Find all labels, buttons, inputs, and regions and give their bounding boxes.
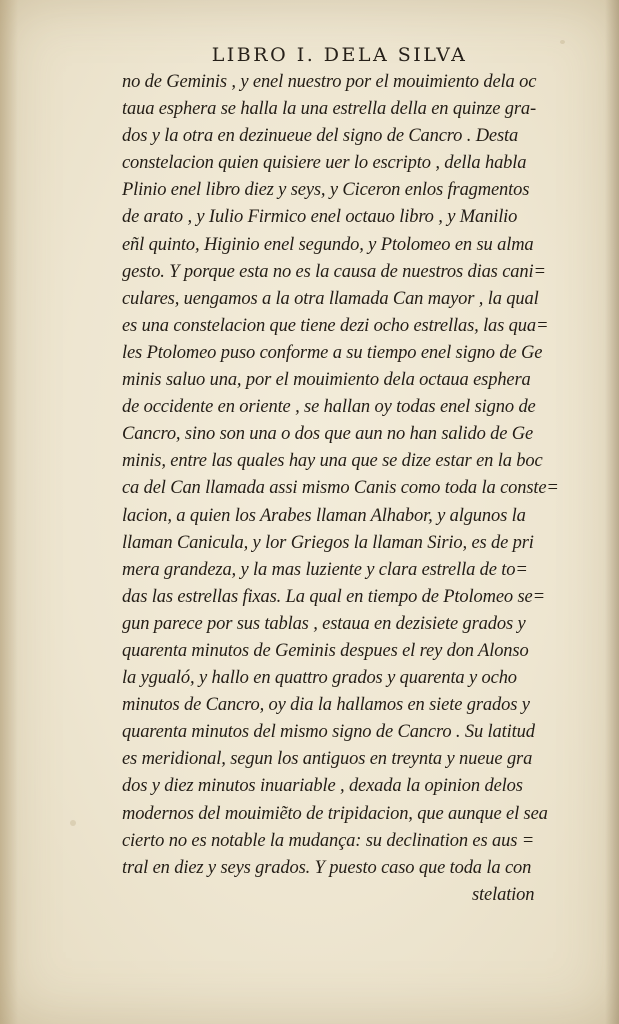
text-line: eñl quinto, Higinio enel segundo, y Ptolomeo en su alma <box>122 234 534 255</box>
text-line: llaman Canicula, y lor Griegos la llaman Sirio, es de pri <box>122 532 534 553</box>
text-line: modernos del mouimiẽto de tripidacion, que aunque el sea <box>122 803 548 824</box>
text-line: constelacion quien quisiere uer lo escripto , della habla <box>122 153 527 174</box>
text-block <box>122 69 594 909</box>
text-line: gesto. Y porque esta no es la causa de nuestros dias cani= <box>122 261 546 282</box>
text-line: quarenta minutos de Geminis despues el rey don Alonso <box>122 640 529 661</box>
text-line: gun parece por sus tablas , estaua en dezisiete grados y <box>122 613 526 634</box>
text-line: taua esphera se halla la una estrella della en quinze gra- <box>122 99 537 120</box>
text-line: de arato , y Iulio Firmico enel octauo libro , y Manilio <box>122 207 518 228</box>
page-edge-shadow-left <box>0 0 18 1024</box>
text-line: minutos de Cancro, oy dia la hallamos en siete grados y <box>122 695 530 716</box>
text-line: Cancro, sino son una o dos que aun no han salido de Ge <box>122 424 534 445</box>
text-line: es una constelacion que tiene dezi ocho estrellas, las qua= <box>122 315 549 336</box>
text-line: dos y diez minutos inuariable , dexada la opinion delos <box>122 776 523 797</box>
text-line: minis, entre las quales hay una que se dize estar en la boc <box>122 451 543 472</box>
text-line: ca del Can llamada assi mismo Canis como toda la conste= <box>122 478 559 499</box>
text-line: la ygualó, y hallo en quattro grados y quarenta y ocho <box>122 668 517 689</box>
text-line: das las estrellas fixas. La qual en tiempo de Ptolomeo se= <box>122 586 545 607</box>
text-line: de occidente en oriente , se hallan oy todas enel signo de <box>122 397 536 418</box>
text-line: no de Geminis , y enel nuestro por el mouimiento dela oc <box>122 72 537 92</box>
text-line: minis saluo una, por el mouimiento dela octaua esphera <box>122 370 531 391</box>
text-line: lacion, a quien los Arabes llaman Alhabor, y algunos la <box>122 505 526 526</box>
paper-stain <box>70 820 76 826</box>
catchword: stelation <box>472 884 535 905</box>
text-line: Plinio enel libro diez y seys, y Ciceron enlos fragmentos <box>122 180 530 201</box>
text-line: quarenta minutos del mismo signo de Cancro . Su latitud <box>122 722 535 743</box>
text-line: culares, uengamos a la otra llamada Can mayor , la qual <box>122 288 539 309</box>
text-line: les Ptolomeo puso conforme a su tiempo enel signo de Ge <box>122 342 543 363</box>
text-line: tral en diez y seys grados. Y puesto caso que toda la con <box>122 857 532 878</box>
text-line: dos y la otra en dezinueue del signo de Cancro . Desta <box>122 126 519 147</box>
page-edge-shadow-right <box>605 0 619 1024</box>
text-line: mera grandeza, y la mas luziente y clara estrella de to= <box>122 559 528 580</box>
text-line: cierto no es notable la mudança: su declination es aus = <box>122 830 535 851</box>
text-line: es meridional, segun los antiguos en treynta y nueue gra <box>122 749 533 770</box>
running-head: LIBRO I. DELA SILVA <box>211 44 468 66</box>
